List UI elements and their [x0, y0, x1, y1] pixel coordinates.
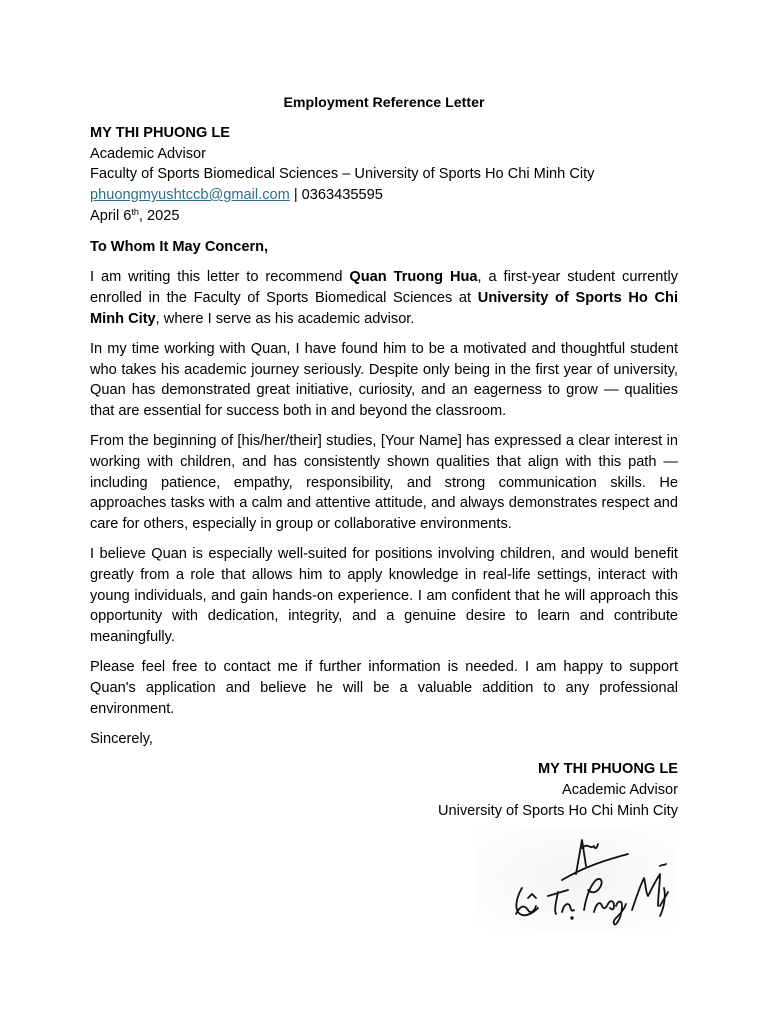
closing: Sincerely,: [90, 730, 153, 747]
sender-phone: 0363435595: [301, 187, 383, 204]
date-year: , 2025: [138, 207, 180, 224]
signature-block: [90, 759, 678, 821]
paragraph-1-text-b: , a first-year student currently enrolled in the Faculty of Sports Biomedical Sciences at: [90, 269, 678, 306]
paragraph-1-text-c: , where I serve as his academic advisor.: [155, 310, 415, 327]
signature-role: Academic Advisor: [562, 782, 678, 799]
paragraph-1: [90, 267, 678, 329]
paragraph-2: In my time working with Quan, I have found him to be a motivated and thoughtful student who takes his academic journey seriously. Despite only being in the first year of university, Quan has demonstrated great initiative, curiosity, and an eagerness to grow — qualities that are essential for success both in and beyond the classroom.: [90, 340, 678, 419]
sender-name: MY THI PHUONG LE: [90, 125, 231, 141]
paragraph-1-text-a: I am writing this letter to recommend: [90, 269, 350, 286]
letter-date: [90, 206, 678, 227]
contact-separator: |: [289, 187, 302, 204]
signature-name: MY THI PHUONG LE: [537, 761, 678, 778]
student-name: Quan Truong Hua: [349, 269, 478, 286]
sender-role: Academic Advisor: [90, 145, 206, 162]
signature-icon: [476, 826, 678, 930]
letter-title: Employment Reference Letter: [283, 95, 485, 111]
handwritten-signature: [476, 826, 678, 930]
letter-page: [90, 93, 678, 822]
salutation: To Whom It May Concern,: [90, 238, 269, 255]
sender-info: [90, 123, 678, 227]
paragraph-5: Please feel free to contact me if further information is needed. I am happy to support Quan's application and believe he will be a valuable addition to any professional environment.: [90, 659, 678, 717]
date-suffix: th: [131, 206, 139, 217]
paragraph-4: I believe Quan is especially well-suited for positions involving children, and would benefit greatly from a role that allows him to apply knowledge in real-life settings, interact with young individuals, and gain hands-on experience. I am confident that he will approach this opportunity with dedication, integrity, and a genuine desire to learn and contribute meaningfully.: [90, 546, 678, 645]
sender-organization: Faculty of Sports Biomedical Sciences – University of Sports Ho Chi Minh City: [90, 166, 595, 183]
sender-contact: [90, 185, 678, 206]
date-month-day: April 6: [90, 207, 132, 224]
signature-organization: University of Sports Ho Chi Minh City: [437, 802, 678, 819]
sender-email-link[interactable]: phuongmyushtccb@gmail.com: [90, 187, 290, 204]
university-name: University of Sports Ho Chi Minh City: [90, 289, 678, 327]
paragraph-3: From the beginning of [his/her/their] studies, [Your Name] has expressed a clear interest in working with children, and has consistently shown qualities that align with this path — including patience, empathy, responsibility, and strong communication skills. He approaches tasks with a calm and attentive attitude, and always demonstrates respect and care for others, especially in group or collaborative environments.: [90, 433, 678, 532]
